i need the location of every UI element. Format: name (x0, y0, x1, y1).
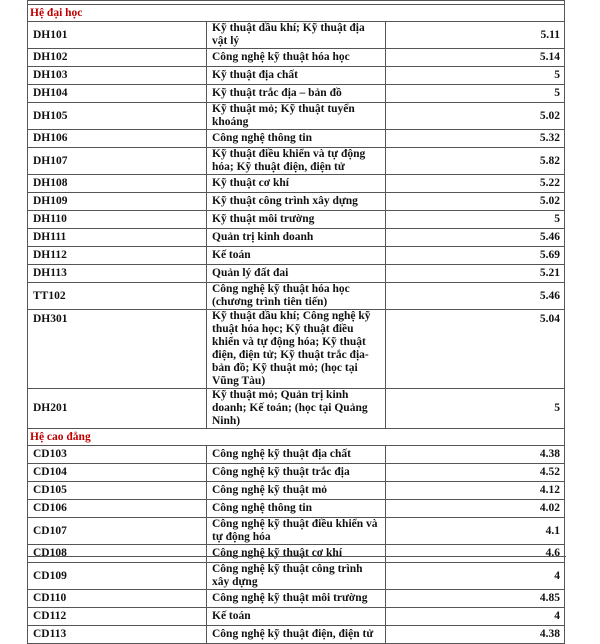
program-code: DH113 (28, 265, 207, 283)
program-score: 5.46 (386, 283, 565, 310)
table-row (28, 49, 565, 67)
program-score: 5.82 (386, 148, 565, 175)
program-score: 5 (386, 211, 565, 229)
program-code: CD113 (28, 626, 207, 644)
program-name: Kế toán (207, 247, 386, 265)
program-name: Kỹ thuật địa chất (207, 67, 386, 85)
section-title: Hệ đại học (28, 5, 565, 22)
score-table-body (28, 1, 565, 644)
program-score: 5.46 (386, 229, 565, 247)
table-row (28, 22, 565, 49)
table-row (28, 175, 565, 193)
program-score: 5.02 (386, 103, 565, 130)
table-row (28, 389, 565, 429)
program-code: CD110 (28, 590, 207, 608)
program-code: DH107 (28, 148, 207, 175)
table-row (28, 265, 565, 283)
program-name: Quản lý đất đai (207, 265, 386, 283)
program-code: DH103 (28, 67, 207, 85)
table-row (28, 85, 565, 103)
score-table-document (27, 0, 565, 644)
program-code: DH105 (28, 103, 207, 130)
program-code: CD112 (28, 608, 207, 626)
score-table (27, 0, 565, 644)
program-code: DH108 (28, 175, 207, 193)
program-score: 4.38 (386, 626, 565, 644)
table-row (28, 103, 565, 130)
program-score: 5.21 (386, 265, 565, 283)
program-name: Công nghệ kỹ thuật điện, điện tử (207, 626, 386, 644)
program-score: 5 (386, 389, 565, 429)
program-code: DH102 (28, 49, 207, 67)
program-name: Kỹ thuật điều khiển và tự động hóa; Kỹ thuật điện, điện tử (207, 148, 386, 175)
program-code: DH301 (28, 310, 207, 389)
program-name: Công nghệ kỹ thuật cơ khí (207, 545, 386, 563)
program-code: DH112 (28, 247, 207, 265)
program-name: Công nghệ kỹ thuật hóa học (207, 49, 386, 67)
program-name: Kỹ thuật mỏ; Quản trị kinh doanh; Kế toán; (học tại Quảng Ninh) (207, 389, 386, 429)
program-score: 5.11 (386, 22, 565, 49)
program-score: 4.38 (386, 446, 565, 464)
program-name: Công nghệ kỹ thuật trắc địa (207, 464, 386, 482)
program-code: CD107 (28, 518, 207, 545)
program-score: 5.02 (386, 193, 565, 211)
table-row (28, 148, 565, 175)
program-code: CD108 (28, 545, 207, 563)
program-code: DH110 (28, 211, 207, 229)
program-score: 4.52 (386, 464, 565, 482)
program-score: 5.14 (386, 49, 565, 67)
table-row (28, 608, 565, 626)
program-name: Kỹ thuật môi trường (207, 211, 386, 229)
program-name: Kỹ thuật dầu khí; Kỹ thuật địa vật lý (207, 22, 386, 49)
program-name: Kỹ thuật dầu khí; Công nghệ kỹ thuật hóa học; Kỹ thuật điều khiển và tự động hóa; Kỹ thuật điện, điện tử; Kỹ thuật trắc địa-bản đồ; Kỹ thuật mỏ; (học tại Vũng Tàu) (207, 310, 386, 389)
table-row (28, 518, 565, 545)
table-row (28, 283, 565, 310)
program-code: DH106 (28, 130, 207, 148)
table-row (28, 626, 565, 644)
table-row (28, 130, 565, 148)
table-row (28, 464, 565, 482)
table-row (28, 446, 565, 464)
table-row (28, 67, 565, 85)
program-name: Công nghệ kỹ thuật địa chất (207, 446, 386, 464)
program-code: CD105 (28, 482, 207, 500)
program-name: Quản trị kinh doanh (207, 229, 386, 247)
table-row (28, 193, 565, 211)
program-name: Kỹ thuật mỏ; Kỹ thuật tuyển khoáng (207, 103, 386, 130)
section-header (28, 429, 565, 446)
program-name: Kỹ thuật cơ khí (207, 175, 386, 193)
program-score: 4 (386, 563, 565, 590)
program-code: CD109 (28, 563, 207, 590)
table-row (28, 229, 565, 247)
program-name: Công nghệ kỹ thuật hóa học (chương trình tiên tiến) (207, 283, 386, 310)
program-score: 4.12 (386, 482, 565, 500)
program-score: 5.69 (386, 247, 565, 265)
program-name: Công nghệ thông tin (207, 130, 386, 148)
table-row (28, 590, 565, 608)
table-row (28, 310, 565, 389)
program-name: Công nghệ kỹ thuật môi trường (207, 590, 386, 608)
program-code: DH111 (28, 229, 207, 247)
program-code: TT102 (28, 283, 207, 310)
table-row (28, 500, 565, 518)
table-row (28, 211, 565, 229)
program-score: 5.04 (386, 310, 565, 389)
program-score: 5 (386, 67, 565, 85)
section-header (28, 5, 565, 22)
table-bottom-edge (27, 556, 566, 557)
program-name: Kỹ thuật trắc địa – bản đồ (207, 85, 386, 103)
program-code: CD104 (28, 464, 207, 482)
program-code: DH104 (28, 85, 207, 103)
program-name: Kế toán (207, 608, 386, 626)
program-score: 4.1 (386, 518, 565, 545)
program-code: DH201 (28, 389, 207, 429)
table-row (28, 482, 565, 500)
program-score: 5 (386, 85, 565, 103)
program-score: 4.85 (386, 590, 565, 608)
program-name: Kỹ thuật công trình xây dựng (207, 193, 386, 211)
section-title: Hệ cao đẳng (28, 429, 565, 446)
program-name: Công nghệ kỹ thuật công trình xây dựng (207, 563, 386, 590)
program-score: 4.6 (386, 545, 565, 563)
program-code: CD106 (28, 500, 207, 518)
table-row (28, 563, 565, 590)
table-row (28, 247, 565, 265)
program-name: Công nghệ kỹ thuật mỏ (207, 482, 386, 500)
program-name: Công nghệ thông tin (207, 500, 386, 518)
program-code: CD103 (28, 446, 207, 464)
program-name: Công nghệ kỹ thuật điều khiển và tự động hóa (207, 518, 386, 545)
program-score: 4 (386, 608, 565, 626)
program-score: 4.02 (386, 500, 565, 518)
program-score: 5.32 (386, 130, 565, 148)
program-code: DH101 (28, 22, 207, 49)
program-score: 5.22 (386, 175, 565, 193)
program-code: DH109 (28, 193, 207, 211)
